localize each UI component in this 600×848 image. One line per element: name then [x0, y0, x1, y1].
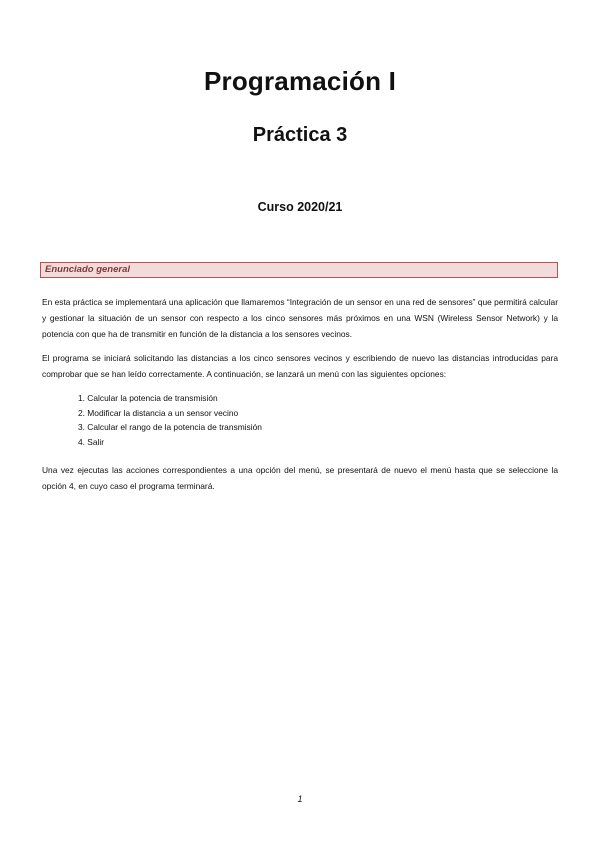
menu-option: 3. Calcular el rango de la potencia de transmisión: [78, 422, 262, 432]
menu-option: 4. Salir: [78, 436, 105, 447]
section-heading: Enunciado general: [45, 264, 130, 275]
course-label: Curso 2020/21: [257, 200, 343, 214]
section-heading-box: [40, 262, 558, 278]
page-number: 1: [297, 794, 303, 804]
menu-option: 2. Modificar la distancia a un sensor vecino: [78, 407, 239, 418]
closing-paragraph: Una vez ejecutas las acciones correspondientes a una opción del menú, se presentará de nuevo el menú hasta que se seleccione la opción 4, en cuyo caso el programa terminará.: [42, 465, 558, 491]
intro-paragraph: En esta práctica se implementará una aplicación que llamaremos “Integración de un sensor en una red de sensores” que permitirá calcular y gestionar la situación de un sensor con respecto a los cinco sensores más próximos en una WSN (Wireless Sensor Network) y la potencia con que ha de transmitir en función de la distancia a los sensores vecinos.: [42, 297, 558, 339]
program-start-paragraph: El programa se iniciará solicitando las distancias a los cinco sensores vecinos y escribiendo de nuevo las distancias introducidas para comprobar que se han leído correctamente. A continuación, se lanzará un menú con las siguientes opciones:: [42, 353, 558, 379]
document-subtitle: Práctica 3: [252, 124, 348, 146]
menu-options-list: [78, 391, 262, 449]
document-title: Programación I: [203, 66, 397, 96]
menu-option: 1. Calcular la potencia de transmisión: [78, 393, 218, 403]
